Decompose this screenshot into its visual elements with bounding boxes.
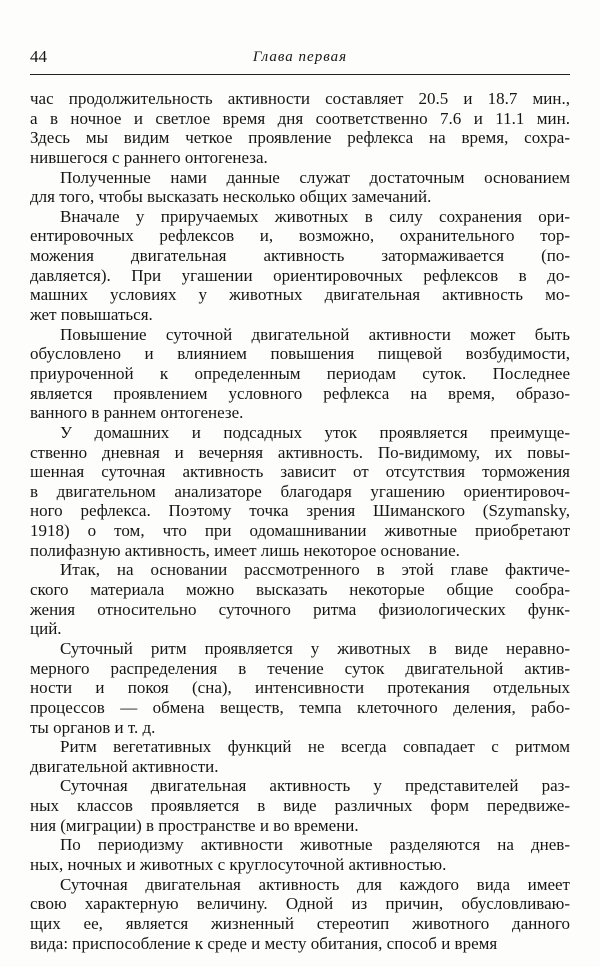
text-line: является проявлением условного рефлекса на время, образо- [30,383,570,403]
paragraph [30,776,570,835]
text-line: Суточный ритм проявляется у животных в виде неравно- [60,638,570,658]
text-line: Итак, на основании рассмотренного в этой главе фактиче- [60,560,570,580]
text-line: шенная суточная активность зависит от отсутствия торможения [30,462,570,482]
text-line: Полученные нами данные служат достаточным основанием [60,167,570,187]
text-line: жет повышаться. [30,305,153,325]
paragraph [30,639,570,737]
text-line: ского материала можно высказать некоторые общие сообра- [30,580,570,600]
text-line: Ритм вегетативных функций не всегда совпадает с ритмом [60,737,570,757]
text-line: для того, чтобы высказать несколько общих замечаний. [30,187,432,207]
running-head [30,46,570,70]
text-line: ного рефлекса. Поэтому точка зрения Шиманского (Szymansky, [30,501,570,521]
paragraph [30,737,570,776]
text-line: полифазную активность, имеет лишь некоторое основание. [30,540,460,560]
text-line: процессов — обмена веществ, темпа клеточного деления, рабо- [30,697,570,717]
text-line: По периодизму активности животные разделяются на днев- [60,835,570,855]
paragraph [30,168,570,207]
text-line: ций. [30,619,62,639]
text-line: ванного в раннем онтогенезе. [30,403,244,423]
text-line: мерного распределения в течение суток двигательной актив- [30,658,570,678]
paragraph [30,875,570,954]
text-line: Здесь мы видим четкое проявление рефлекса на время, сохра- [30,128,570,148]
text-line: ты органов и т. д. [30,717,156,737]
text-line: ных классов проявляется в виде различных форм передвиже- [30,796,570,816]
text-line: час продолжительность активности составляет 20.5 и 18.7 мин., [30,89,570,108]
text-line: нившегося с раннего онтогенеза. [30,147,268,167]
text-line: Повышение суточной двигательной активности может быть [60,324,570,344]
paragraph [30,423,570,560]
text-line: свою характерную величину. Одной из причин, обусловливаю- [30,894,570,914]
paragraph [30,325,570,423]
chapter-title: Глава первая [252,49,348,65]
text-line: приуроченной к определенным периодам суток. Последнее [30,363,570,383]
paragraph [30,89,570,168]
text-line: Суточная двигательная активность для каждого вида имеет [60,874,570,894]
paragraph [30,207,570,325]
text-line: обусловлено и влиянием повышения пищевой возбудимости, [30,344,570,364]
text-line: ности и покоя (сна), интенсивности протекания отдельных [30,678,570,698]
text-line: жения относительно суточного ритма физиологических функ- [30,599,570,619]
text-line: вида: приспособление к среде и месту обитания, способ и время [30,933,498,953]
text-line: щих ее, является жизненный стереотип животного данного [30,913,570,933]
text-line: ния (миграции) в пространстве и во времени. [30,815,359,835]
text-line: У домашних и подсадных уток проявляется преимуще- [60,422,570,442]
text-line: двигательной активности. [30,756,219,776]
text-line: ных, ночных и животных с круглосуточной активностью. [30,854,447,874]
header-rule [30,74,570,75]
page-number: 44 [30,47,47,66]
body-text [30,89,570,953]
text-line: ентировочных рефлексов и, возможно, охранительного тор- [30,226,570,246]
text-line: 1918) о том, что при одомашнивании животные приобретают [30,521,570,541]
text-line: машних условиях у животных двигательная активность мо- [30,285,570,305]
paragraph [30,560,570,639]
text-line: можения двигательная активность затормаживается (по- [30,246,570,266]
text-line: Вначале у приручаемых животных в силу сохранения ори- [60,206,570,226]
text-line: давляется). При угашении ориентировочных рефлексов в до- [30,265,570,285]
text-line: Суточная двигательная активность у представителей раз- [60,776,570,796]
text-line: ственно дневная и вечерняя активность. По-видимому, их повы- [30,442,570,462]
paragraph [30,835,570,874]
text-line: в двигательном анализаторе благодаря угашению ориентировоч- [30,481,570,501]
text-line: а в ночное и светлое время дня соответственно 7.6 и 11.1 мин. [30,108,570,128]
